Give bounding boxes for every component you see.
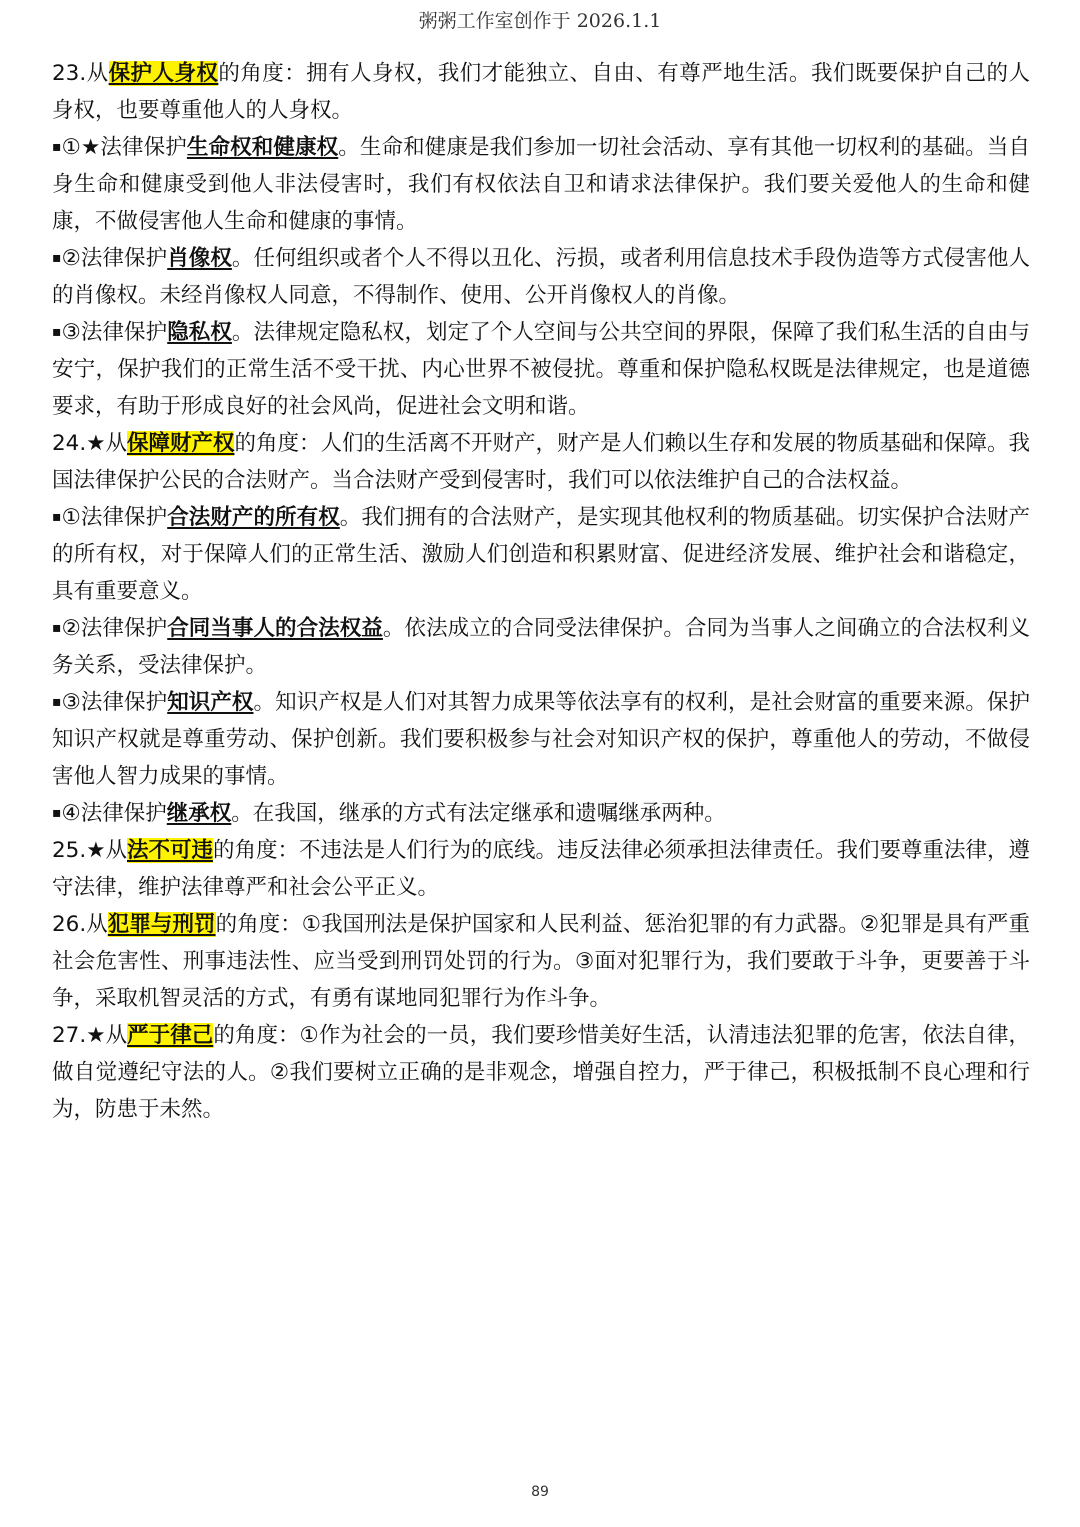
section-prefix: 23.从 [52,61,109,86]
section-key-term: 严于律己 [127,1023,214,1048]
bullet-text: 。知识产权是人们对其智力成果等依法享有的权利，是社会财富的重要来源。保护知识产权就是尊重劳动、保护创新。我们要积极参与社会对知识产权的保护，尊重他人的劳动，不做侵害他人智力成果的事情。 [52,690,1030,789]
bullet-text: 。依法成立的合同受法律保护。合同为当事人之间确立的合法权利义务关系，受法律保护。 [52,616,1030,678]
bullet-prefix: ③法律保护 [61,320,168,345]
section-text: 的角度：不违法是人们行为的底线。违反法律必须承担法律责任。我们要尊重法律，遵守法律，维护法律尊严和社会公平正义。 [52,838,1030,900]
bullet-key-term: 生命权和健康权 [186,135,339,160]
section-26 [52,906,1030,1017]
bullet-prefix: ②法律保护 [61,246,168,271]
section-prefix: 24.★从 [52,431,127,456]
section-prefix: 27.★从 [52,1023,128,1048]
section-text: 的角度：人们的生活离不开财产，财产是人们赖以生存和发展的物质基础和保障。我国法律保护公民的合法财产。当合法财产受到侵害时，我们可以依法维护自己的合法权益。 [52,431,1030,493]
section-key-term: 保护人身权 [108,61,219,86]
bullet-item [52,610,1030,684]
bullet-icon: ▪ [52,694,62,710]
bullet-item [52,499,1030,610]
bullet-text: 。任何组织或者个人不得以丑化、污损，或者利用信息技术手段伪造等方式侵害他人的肖像权。未经肖像权人同意，不得制作、使用、公开肖像权人的肖像。 [52,246,1030,308]
bullet-key-term: 知识产权 [167,690,254,715]
section-prefix: 25.★从 [52,838,127,863]
document-body [52,55,1030,1128]
section-prefix: 26.从 [52,912,108,937]
bullet-icon: ▪ [52,324,62,340]
bullet-prefix: ①法律保护 [61,505,168,530]
bullet-item [52,129,1030,240]
bullet-key-term: 隐私权 [167,320,232,345]
bullet-item [52,795,1030,832]
bullet-icon: ▪ [52,620,62,636]
bullet-prefix: ④法律保护 [61,801,167,826]
section-27 [52,1017,1030,1128]
bullet-prefix: ①★法律保护 [61,135,187,160]
section-text: 的角度：拥有人身权，我们才能独立、自由、有尊严地生活。我们既要保护自己的人身权，也要尊重他人的人身权。 [52,61,1030,123]
section-text: 的角度：①我国刑法是保护国家和人民利益、惩治犯罪的有力武器。②犯罪是具有严重社会危害性、刑事违法性、应当受到刑罚处罚的行为。③面对犯罪行为，我们要敢于斗争，更要善于斗争，采取机智灵活的方式，有勇有谋地同犯罪行为作斗争。 [52,912,1030,1011]
section-text: 的角度：①作为社会的一员，我们要珍惜美好生活，认清违法犯罪的危害，依法自律，做自觉遵纪守法的人。②我们要树立正确的是非观念，增强自控力，严于律己，积极抵制不良心理和行为，防患于未然。 [52,1023,1031,1122]
section-25 [52,832,1030,906]
section-23 [52,55,1030,129]
bullet-icon: ▪ [52,805,62,821]
bullet-item [52,314,1030,425]
section-key-term: 保障财产权 [126,431,235,456]
bullet-icon: ▪ [52,509,62,525]
bullet-item [52,240,1030,314]
bullet-text: 。在我国，继承的方式有法定继承和遗嘱继承两种。 [231,801,726,826]
bullet-key-term: 肖像权 [167,246,232,271]
section-24 [52,425,1030,499]
bullet-icon: ▪ [52,250,62,266]
section-key-term: 犯罪与刑罚 [107,912,216,937]
bullet-text: 。生命和健康是我们参加一切社会活动、享有其他一切权利的基础。当自身生命和健康受到他人非法侵害时，我们有权依法自卫和请求法律保护。我们要关爱他人的生命和健康，不做侵害他人生命和健康的事情。 [52,135,1030,234]
bullet-item [52,684,1030,795]
bullet-key-term: 合法财产的所有权 [167,505,340,530]
bullet-key-term: 继承权 [166,801,232,826]
section-key-term: 法不可违 [126,838,213,863]
bullet-text: 。我们拥有的合法财产，是实现其他权利的物质基础。切实保护合法财产的所有权，对于保障人们的正常生活、激励人们创造和积累财富、促进经济发展、维护社会和谐稳定，具有重要意义。 [52,505,1030,604]
bullet-prefix: ②法律保护 [61,616,168,641]
bullet-icon: ▪ [52,139,62,155]
bullet-text: 。法律规定隐私权，划定了个人空间与公共空间的界限，保障了我们私生活的自由与安宁，保护我们的正常生活不受干扰、内心世界不被侵扰。尊重和保护隐私权既是法律规定，也是道德要求，有助于形成良好的社会风尚，促进社会文明和谐。 [52,320,1030,419]
bullet-key-term: 合同当事人的合法权益 [167,616,383,641]
page-header: 粥粥工作室创作于 2026.1.1 [418,10,662,32]
bullet-prefix: ③法律保护 [61,690,168,715]
page-number: 89 [531,1484,549,1500]
